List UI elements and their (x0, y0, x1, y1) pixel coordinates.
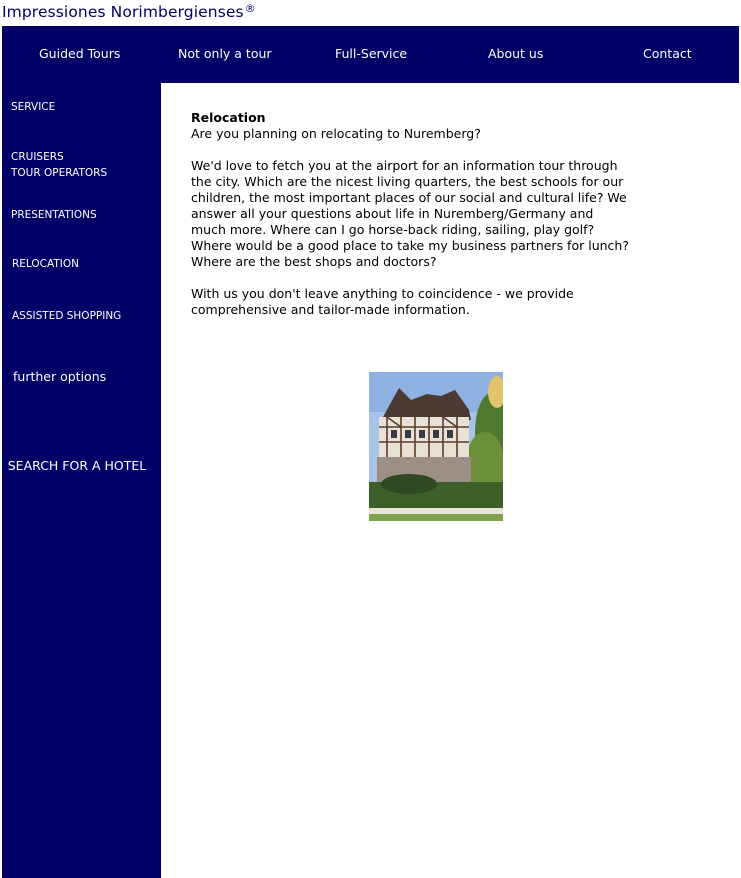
top-navigation (2, 26, 739, 83)
page-heading: Relocation (191, 110, 266, 125)
relocation-paragraph: We'd love to fetch you at the airport for an information tour through the city. Which are the nicest living quarters, the best schools for our children, the most important places of our social and cultural life? We answer all your questions about life in Nuremberg/Germany and much more. Where can I go horse-back riding, sailing, play golf? Where would be a good place to take my business partners for lunch? Where are the best shops and doctors? (191, 158, 629, 269)
sidebar-item-tour-operators[interactable]: TOUR OPERATORS (11, 167, 108, 179)
castle-photo (369, 372, 503, 521)
search-hotel-link[interactable]: SEARCH FOR A HOTEL (7, 458, 147, 473)
sidebar-item-presentations[interactable]: PRESENTATIONS (11, 209, 97, 221)
intro-text: Are you planning on relocating to Nuremberg? (191, 126, 481, 141)
nav-contact[interactable]: Contact (643, 46, 692, 61)
main-content (191, 110, 671, 334)
nav-guided-tours[interactable]: Guided Tours (39, 46, 121, 61)
closing-paragraph: With us you don't leave anything to coincidence - we provide comprehensive and tailor-made information. (191, 286, 574, 317)
sidebar (2, 83, 161, 878)
sidebar-item-relocation[interactable]: RELOCATION (12, 258, 79, 270)
nav-full-service[interactable]: Full-Service (335, 46, 408, 61)
sidebar-item-service[interactable]: SERVICE (11, 101, 56, 113)
site-title (2, 2, 256, 21)
site-title-text: Impressiones Norimbergienses (2, 3, 244, 21)
sidebar-item-cruisers[interactable]: CRUISERS (11, 151, 64, 163)
sidebar-item-further-options[interactable]: further options (13, 369, 107, 384)
sidebar-item-assisted-shopping[interactable]: ASSISTED SHOPPING (12, 310, 122, 322)
nav-about-us[interactable]: About us (488, 46, 544, 61)
registered-mark: ® (244, 2, 256, 15)
nav-not-only-a-tour[interactable]: Not only a tour (178, 46, 272, 61)
